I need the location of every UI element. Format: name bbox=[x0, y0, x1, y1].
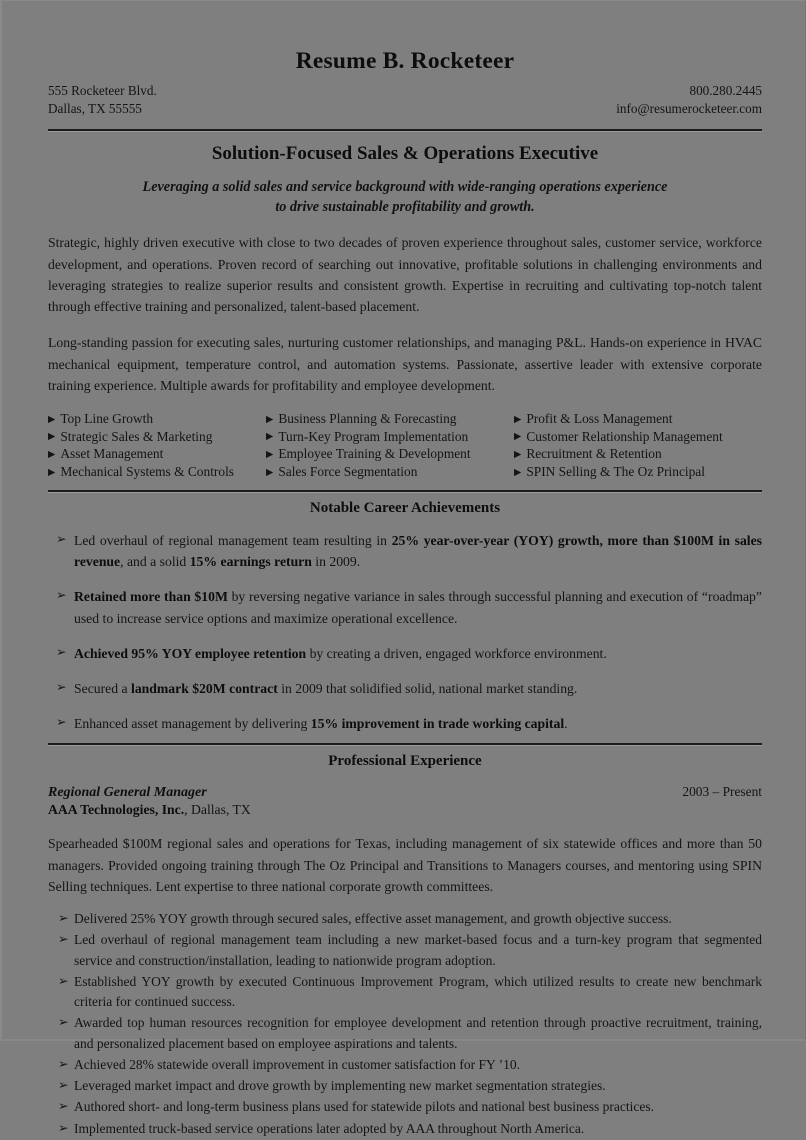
job-bullet-text: Delivered 25% YOY growth through secured sales, effective asset management, and growth objective success. bbox=[74, 911, 672, 927]
resume-content bbox=[48, 1, 762, 1140]
arrow-bullet-icon: ➢ bbox=[56, 715, 67, 730]
address-line-2: Dallas, TX 55555 bbox=[48, 101, 142, 117]
skill-label: Employee Training & Development bbox=[278, 446, 471, 462]
achievement-item bbox=[48, 530, 762, 572]
achievement-text: Led overhaul of regional management team resulting in 25% year-over-year (YOY) growth, more than $100M in sales revenue, and a solid 15% earnings return in 2009. bbox=[74, 532, 762, 570]
professional-headline: Solution-Focused Sales & Operations Executive bbox=[211, 143, 599, 165]
job-dates: 2003 – Present bbox=[682, 784, 762, 800]
skill-item bbox=[266, 410, 514, 428]
arrow-bullet-icon: ➢ bbox=[58, 1056, 69, 1071]
skill-item bbox=[48, 445, 266, 463]
triangle-bullet-icon: ▶ bbox=[266, 449, 274, 460]
skill-label: Customer Relationship Management bbox=[526, 428, 723, 444]
contact-phone-email bbox=[616, 82, 762, 119]
arrow-bullet-icon: ➢ bbox=[58, 1015, 69, 1030]
skills-column-1 bbox=[48, 410, 266, 481]
job-bullet-text: Leveraged market impact and drove growth by implementing new market segmentation strategies. bbox=[74, 1078, 606, 1094]
divider-experience bbox=[48, 743, 762, 746]
divider-achievements bbox=[48, 490, 762, 493]
skill-item bbox=[266, 463, 514, 481]
job-header bbox=[48, 784, 762, 801]
job-bullet-item bbox=[48, 909, 762, 929]
skill-item bbox=[266, 428, 514, 446]
arrow-bullet-icon: ➢ bbox=[58, 973, 69, 988]
arrow-bullet-icon: ➢ bbox=[56, 531, 67, 546]
skill-item bbox=[266, 445, 514, 463]
tagline-line-1: Leveraging a solid sales and service background with wide-ranging operations experience bbox=[142, 179, 668, 196]
triangle-bullet-icon: ▶ bbox=[266, 467, 274, 478]
arrow-bullet-icon: ➢ bbox=[56, 588, 67, 603]
contact-address bbox=[48, 82, 157, 119]
job-bullet-text: Authored short- and long-term business plans used for statewide pilots and national best business practices. bbox=[74, 1099, 655, 1115]
achievement-text: Enhanced asset management by delivering 15% improvement in trade working capital. bbox=[74, 716, 568, 732]
triangle-bullet-icon: ▶ bbox=[266, 432, 274, 443]
arrow-bullet-icon: ➢ bbox=[58, 932, 69, 947]
summary-paragraph-2: Long-standing passion for executing sales, nurturing customer relationships, and managing P&L. Hands-on experience in HVAC mechanical equipment, temperature control, and automation systems. Passionate, assertive leader with extensive corporate training experience. Multiple awards for profitability and employee development. bbox=[48, 335, 762, 393]
achievement-item bbox=[48, 713, 762, 734]
core-competencies bbox=[48, 410, 762, 481]
achievements-list bbox=[48, 530, 762, 735]
job-bullet-text: Established YOY growth by executed Continuous Improvement Program, which utilized results to create new benchmark criteria for continued success. bbox=[74, 973, 762, 1010]
job-bullet-item bbox=[48, 1097, 762, 1117]
arrow-bullet-icon: ➢ bbox=[58, 1099, 69, 1114]
achievement-text: Achieved 95% YOY employee retention by creating a driven, engaged workforce environment. bbox=[74, 645, 607, 661]
divider-header bbox=[48, 129, 762, 132]
triangle-bullet-icon: ▶ bbox=[514, 449, 522, 460]
achievement-item bbox=[48, 586, 762, 628]
job-bullet-item bbox=[48, 1013, 762, 1054]
achievement-text: Retained more than $10M by reversing negative variance in sales through successful planning and execution of “roadmap” used to increase service options and maximize operational excellence. bbox=[74, 589, 762, 626]
skill-label: Turn-Key Program Implementation bbox=[278, 428, 469, 444]
achievement-item bbox=[48, 643, 762, 664]
triangle-bullet-icon: ▶ bbox=[514, 467, 522, 478]
skill-label: Mechanical Systems & Controls bbox=[60, 464, 234, 480]
skills-column-3 bbox=[514, 410, 762, 481]
address-line-1: 555 Rocketeer Blvd. bbox=[48, 82, 157, 98]
professional-tagline bbox=[48, 177, 762, 217]
skill-label: Asset Management bbox=[60, 446, 164, 462]
skill-item bbox=[48, 428, 266, 446]
job-company-name: AAA Technologies, Inc. bbox=[48, 802, 185, 818]
job-bullet-item bbox=[48, 930, 762, 971]
job-bullet-item bbox=[48, 1119, 762, 1139]
arrow-bullet-icon: ➢ bbox=[56, 680, 67, 695]
job-description: Spearheaded $100M regional sales and operations for Texas, including management of six statewide offices and more than 50 managers. Provided ongoing training through The Oz Principal and Transitions to Managers courses, and mentoring using SPIN Selling techniques. Lent expertise to three national corporate growth committees. bbox=[48, 836, 762, 894]
skill-label: Strategic Sales & Marketing bbox=[60, 428, 213, 444]
skill-item bbox=[514, 428, 762, 446]
triangle-bullet-icon: ▶ bbox=[514, 414, 522, 425]
email-address[interactable]: info@resumerocketeer.com bbox=[616, 101, 762, 117]
job-bullet-item bbox=[48, 1055, 762, 1075]
skill-item bbox=[48, 463, 266, 481]
skill-label: Profit & Loss Management bbox=[526, 411, 673, 427]
skill-label: Top Line Growth bbox=[60, 411, 154, 427]
skill-label: Recruitment & Retention bbox=[526, 446, 662, 462]
phone-number[interactable]: 800.280.2445 bbox=[689, 82, 762, 98]
skill-item bbox=[514, 445, 762, 463]
tagline-line-2: to drive sustainable profitability and growth. bbox=[275, 199, 535, 216]
job-bullet-text: Implemented truck-based service operations later adopted by AAA throughout North America. bbox=[74, 1120, 585, 1136]
arrow-bullet-icon: ➢ bbox=[58, 1120, 69, 1135]
skills-column-2 bbox=[266, 410, 514, 481]
skill-label: Business Planning & Forecasting bbox=[278, 411, 457, 427]
skill-item bbox=[514, 410, 762, 428]
section-title-achievements: Notable Career Achievements bbox=[309, 499, 501, 516]
skill-item bbox=[48, 410, 266, 428]
contact-block bbox=[48, 82, 762, 119]
arrow-bullet-icon: ➢ bbox=[58, 911, 69, 926]
job-location: , Dallas, TX bbox=[184, 802, 251, 818]
skill-label: Sales Force Segmentation bbox=[278, 464, 418, 480]
triangle-bullet-icon: ▶ bbox=[48, 432, 56, 443]
job-bullet-text: Achieved 28% statewide overall improvement in customer satisfaction for FY ’10. bbox=[74, 1056, 521, 1072]
skill-label: SPIN Selling & The Oz Principal bbox=[526, 464, 705, 480]
triangle-bullet-icon: ▶ bbox=[48, 449, 56, 460]
triangle-bullet-icon: ▶ bbox=[514, 432, 522, 443]
arrow-bullet-icon: ➢ bbox=[58, 1078, 69, 1093]
achievement-item bbox=[48, 678, 762, 699]
summary-paragraph-1: Strategic, highly driven executive with close to two decades of proven experience throughout sales, customer service, workforce development, and operations. Proven record of searching out innovative, profitable solutions in challenging environments and leveraging strategies to realize superior results and consistent growth. Expertise in recruiting and cultivating top-notch talent through effective training and personalized, talent-based placement. bbox=[48, 235, 762, 315]
job-company-line bbox=[48, 802, 762, 818]
arrow-bullet-icon: ➢ bbox=[56, 644, 67, 659]
triangle-bullet-icon: ▶ bbox=[48, 414, 56, 425]
achievement-text: Secured a landmark $20M contract in 2009 that solidified solid, national market standing. bbox=[74, 681, 578, 697]
job-bullet-item bbox=[48, 1076, 762, 1096]
candidate-name: Resume B. Rocketeer bbox=[295, 48, 515, 74]
job-bullets-list bbox=[48, 909, 762, 1139]
triangle-bullet-icon: ▶ bbox=[266, 414, 274, 425]
skill-item bbox=[514, 463, 762, 481]
triangle-bullet-icon: ▶ bbox=[48, 467, 56, 478]
job-title: Regional General Manager bbox=[48, 785, 207, 801]
job-bullet-text: Awarded top human resources recognition for employee development and retention through proactive recruitment, training, and personalized placement based on employee aspirations and talents. bbox=[74, 1015, 762, 1051]
section-title-experience: Professional Experience bbox=[328, 753, 482, 770]
job-bullet-item bbox=[48, 972, 762, 1013]
job-bullet-text: Led overhaul of regional management team including a new market-based focus and a turn-key program that segmented service and construction/installation, leading to nationwide program adoption. bbox=[74, 932, 762, 968]
